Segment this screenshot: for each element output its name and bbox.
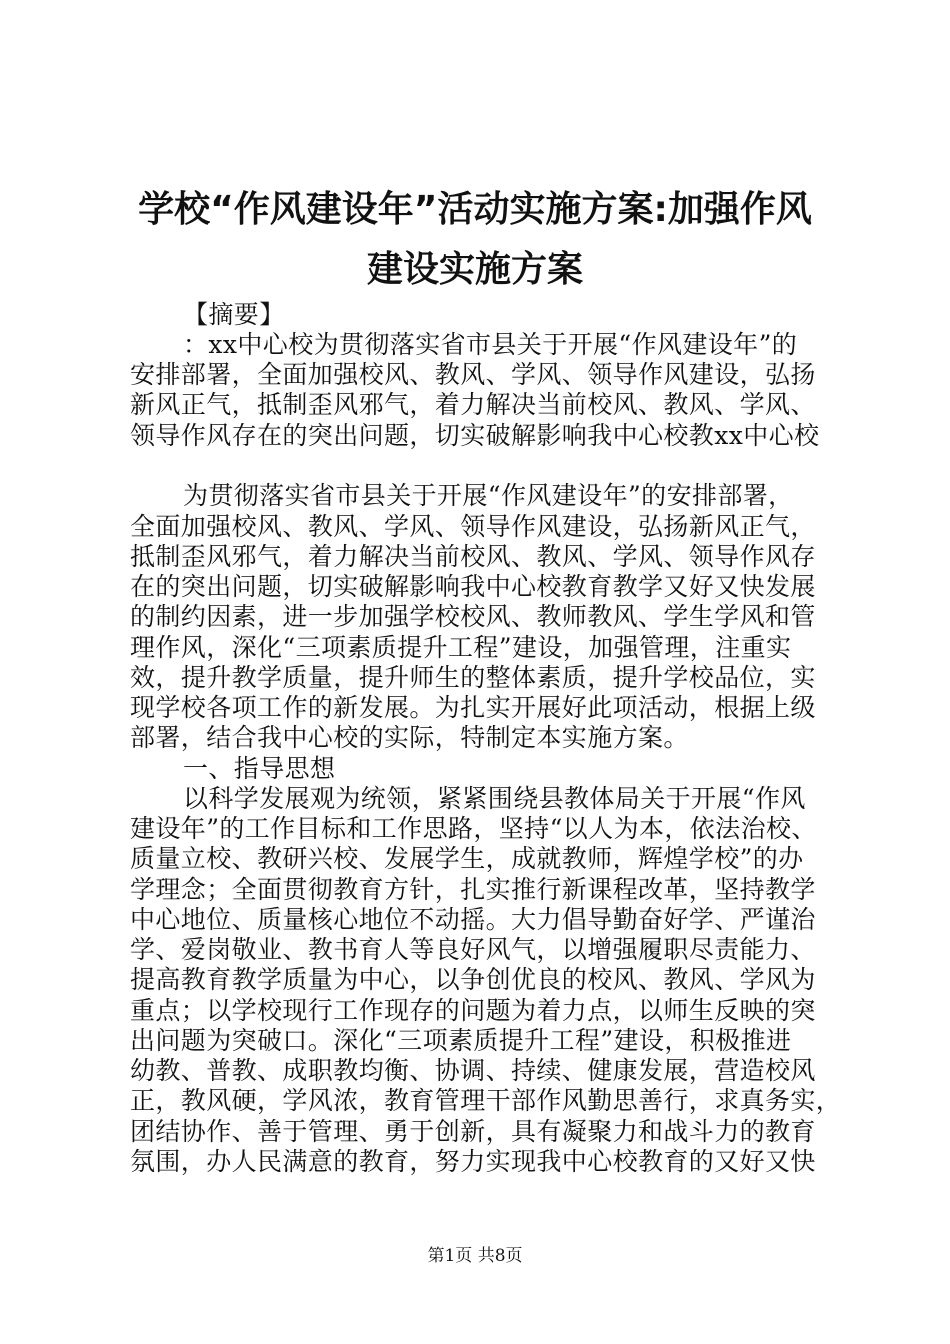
section-line: 质量立校、教研兴校、发展学生，成就教师，辉煌学校”的办 (130, 844, 804, 873)
section-line: 学理念；全面贯彻教育方针，扎实推行新课程改革，坚持教学 (130, 875, 816, 904)
abstract-line: 领导作风存在的突出问题，切实破解影响我中心校教xx中心校 (130, 421, 820, 450)
intro-line: 在的突出问题，切实破解影响我中心校教育教学又好又快发展 (130, 572, 816, 601)
intro-line: 部署，结合我中心校的实际，特制定本实施方案。 (130, 723, 689, 752)
intro-line: 抵制歪风邪气，着力解决当前校风、教风、学风、领导作风存 (130, 542, 816, 571)
section-line: 正，教风硬，学风浓，教育管理干部作风勤思善行，求真务实， (130, 1086, 842, 1115)
intro-line: 为贯彻落实省市县关于开展“作风建设年”的安排部署， (183, 481, 794, 510)
section-line: 重点；以学校现行工作现存的问题为着力点，以师生反映的突 (130, 996, 816, 1025)
section-line: 团结协作、善于管理、勇于创新，具有凝聚力和战斗力的教育 (130, 1117, 816, 1146)
intro-line: 理作风，深化“三项素质提升工程”建设，加强管理，注重实 (130, 633, 792, 662)
section-line: 出问题为突破口。深化“三项素质提升工程”建设，积极推进 (130, 1026, 792, 1055)
intro-line: 的制约因素，进一步加强学校校风、教师教风、学生学风和管 (130, 602, 816, 631)
abstract-line: 安排部署，全面加强校风、教风、学风、领导作风建设，弘扬 (130, 360, 816, 389)
intro-line: 效，提升教学质量，提升师生的整体素质，提升学校品位，实 (130, 663, 816, 692)
abstract-heading: 【摘要】 (183, 300, 285, 329)
abstract-line: ：xx中心校为贯彻落实省市县关于开展“作风建设年”的 (183, 330, 798, 359)
intro-line: 全面加强校风、教风、学风、领导作风建设，弘扬新风正气， (130, 512, 816, 541)
section-line: 中心地位、质量核心地位不动摇。大力倡导勤奋好学、严谨治 (130, 905, 816, 934)
section-heading: 一、指导思想 (183, 754, 336, 783)
section-line: 学、爱岗敬业、教书育人等良好风气，以增强履职尽责能力、 (130, 935, 816, 964)
section-line: 氛围，办人民满意的教育，努力实现我中心校教育的又好又快 (130, 1147, 816, 1176)
section-line: 以科学发展观为统领，紧紧围绕县教体局关于开展“作风 (183, 784, 806, 813)
section-line: 建设年”的工作目标和工作思路，坚持“以人为本，依法治校、 (130, 814, 817, 843)
page-footer: 第1页 共8页 (427, 1246, 523, 1266)
section-line: 提高教育教学质量为中心，以争创优良的校风、教风、学风为 (130, 965, 816, 994)
abstract-line: 新风正气，抵制歪风邪气，着力解决当前校风、教风、学风、 (130, 390, 816, 419)
document-title-line-1: 学校“作风建设年”活动实施方案:加强作风 (138, 189, 812, 230)
section-line: 幼教、普教、成职教均衡、协调、持续、健康发展，营造校风 (130, 1056, 816, 1085)
intro-line: 现学校各项工作的新发展。为扎实开展好此项活动，根据上级 (130, 693, 816, 722)
document-title-line-2: 建设实施方案 (366, 249, 583, 290)
